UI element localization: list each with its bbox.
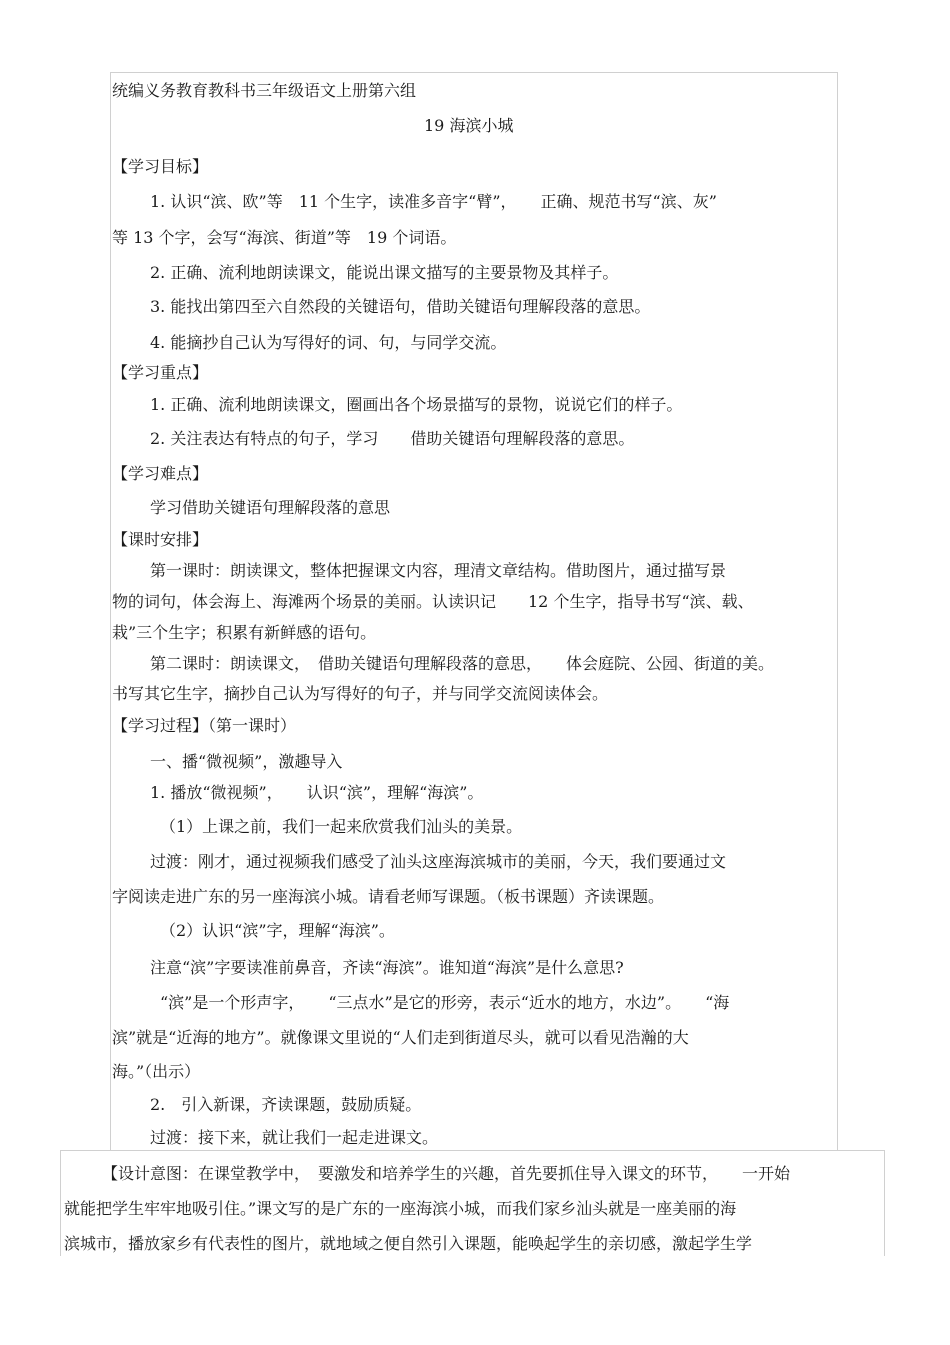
schedule-heading: 【课时安排】 <box>112 530 209 549</box>
process-p8: 2. 引入新课，齐读课题，鼓励质疑。 <box>150 1095 422 1114</box>
difficulty-heading: 【学习难点】 <box>112 464 209 483</box>
key-2: 2. 关注表达有特点的句子，学习 借助关键语句理解段落的意思。 <box>150 429 635 448</box>
process-p3: （1）上课之前，我们一起来欣赏我们汕头的美景。 <box>160 817 523 836</box>
goal-1-line-2: 等 13 个字，会写“海滨、街道”等 19 个词语。 <box>112 228 457 247</box>
process-p6: 注意“滨”字要读准前鼻音，齐读“海滨”。谁知道“海滨”是什么意思? <box>150 958 624 977</box>
design-note-line-2: 就能把学生牢牢地吸引住。”课文写的是广东的一座海滨小城，而我们家乡汕头就是一座美丽的海 <box>64 1199 737 1218</box>
process-p4-line-1: 过渡：刚才，通过视频我们感受了汕头这座海滨城市的美丽，今天，我们要通过文 <box>150 852 727 871</box>
process-p2: 1. 播放“微视频”， 认识“滨”，理解“海滨”。 <box>150 783 484 802</box>
process-p5: （2）认识“滨”字，理解“海滨”。 <box>160 921 395 940</box>
process-p7-line-2: 滨”就是“近海的地方”。就像课文里说的“人们走到街道尽头，就可以看见浩瀚的大 <box>112 1028 689 1047</box>
goal-3: 3. 能找出第四至六自然段的关键语句，借助关键语句理解段落的意思。 <box>150 297 651 316</box>
process-heading: 【学习过程】（第一课时） <box>112 716 297 735</box>
schedule-1-line-1: 第一课时：朗读课文，整体把握课文内容，理清文章结构。借助图片，通过描写景 <box>150 561 727 580</box>
goals-heading: 【学习目标】 <box>112 157 209 176</box>
schedule-1-line-3: 栽”三个生字；积累有新鲜感的语句。 <box>112 623 377 642</box>
process-p9: 过渡：接下来，就让我们一起走进课文。 <box>150 1128 439 1147</box>
doc-header: 统编义务教育教科书三年级语文上册第六组 <box>112 81 417 100</box>
process-p1: 一、播“微视频”，激趣导入 <box>150 752 343 771</box>
goal-1-line-1: 1. 认识“滨、欧”等 11 个生字，读准多音字“臂”， 正确、规范书写“滨、灰” <box>150 192 717 211</box>
key-1: 1. 正确、流利地朗读课文，圈画出各个场景描写的景物，说说它们的样子。 <box>150 395 683 414</box>
difficulty-1: 学习借助关键语句理解段落的意思 <box>150 498 391 517</box>
design-note-line-1: 【设计意图：在课堂教学中， 要激发和培养学生的兴趣，首先要抓住导入课文的环节， 一开始 <box>102 1164 791 1183</box>
schedule-2-line-1: 第二课时：朗读课文， 借助关键语句理解段落的意思， 体会庭院、公园、街道的美。 <box>150 654 775 673</box>
schedule-1-line-2: 物的词句，体会海上、海滩两个场景的美丽。认读识记 12 个生字，指导书写“滨、载、 <box>112 592 754 611</box>
key-heading: 【学习重点】 <box>112 363 209 382</box>
process-p7-line-3: 海。”（出示） <box>112 1062 201 1081</box>
schedule-2-line-2: 书写其它生字，摘抄自己认为写得好的句子，并与同学交流阅读体会。 <box>112 684 609 703</box>
process-p7-line-1: “滨”是一个形声字， “三点水”是它的形旁，表示“近水的地方，水边”。 “海 <box>160 993 730 1012</box>
lesson-title: 19 海滨小城 <box>424 116 514 135</box>
goal-2: 2. 正确、流利地朗读课文，能说出课文描写的主要景物及其样子。 <box>150 263 619 282</box>
design-note-line-3: 滨城市，播放家乡有代表性的图片，就地域之便自然引入课题，能唤起学生的亲切感，激起学生学 <box>64 1234 753 1253</box>
process-p4-line-2: 字阅读走进广东的另一座海滨小城。请看老师写课题。（板书课题）齐读课题。 <box>112 887 665 906</box>
goal-4: 4. 能摘抄自己认为写得好的词、句，与同学交流。 <box>150 333 507 352</box>
